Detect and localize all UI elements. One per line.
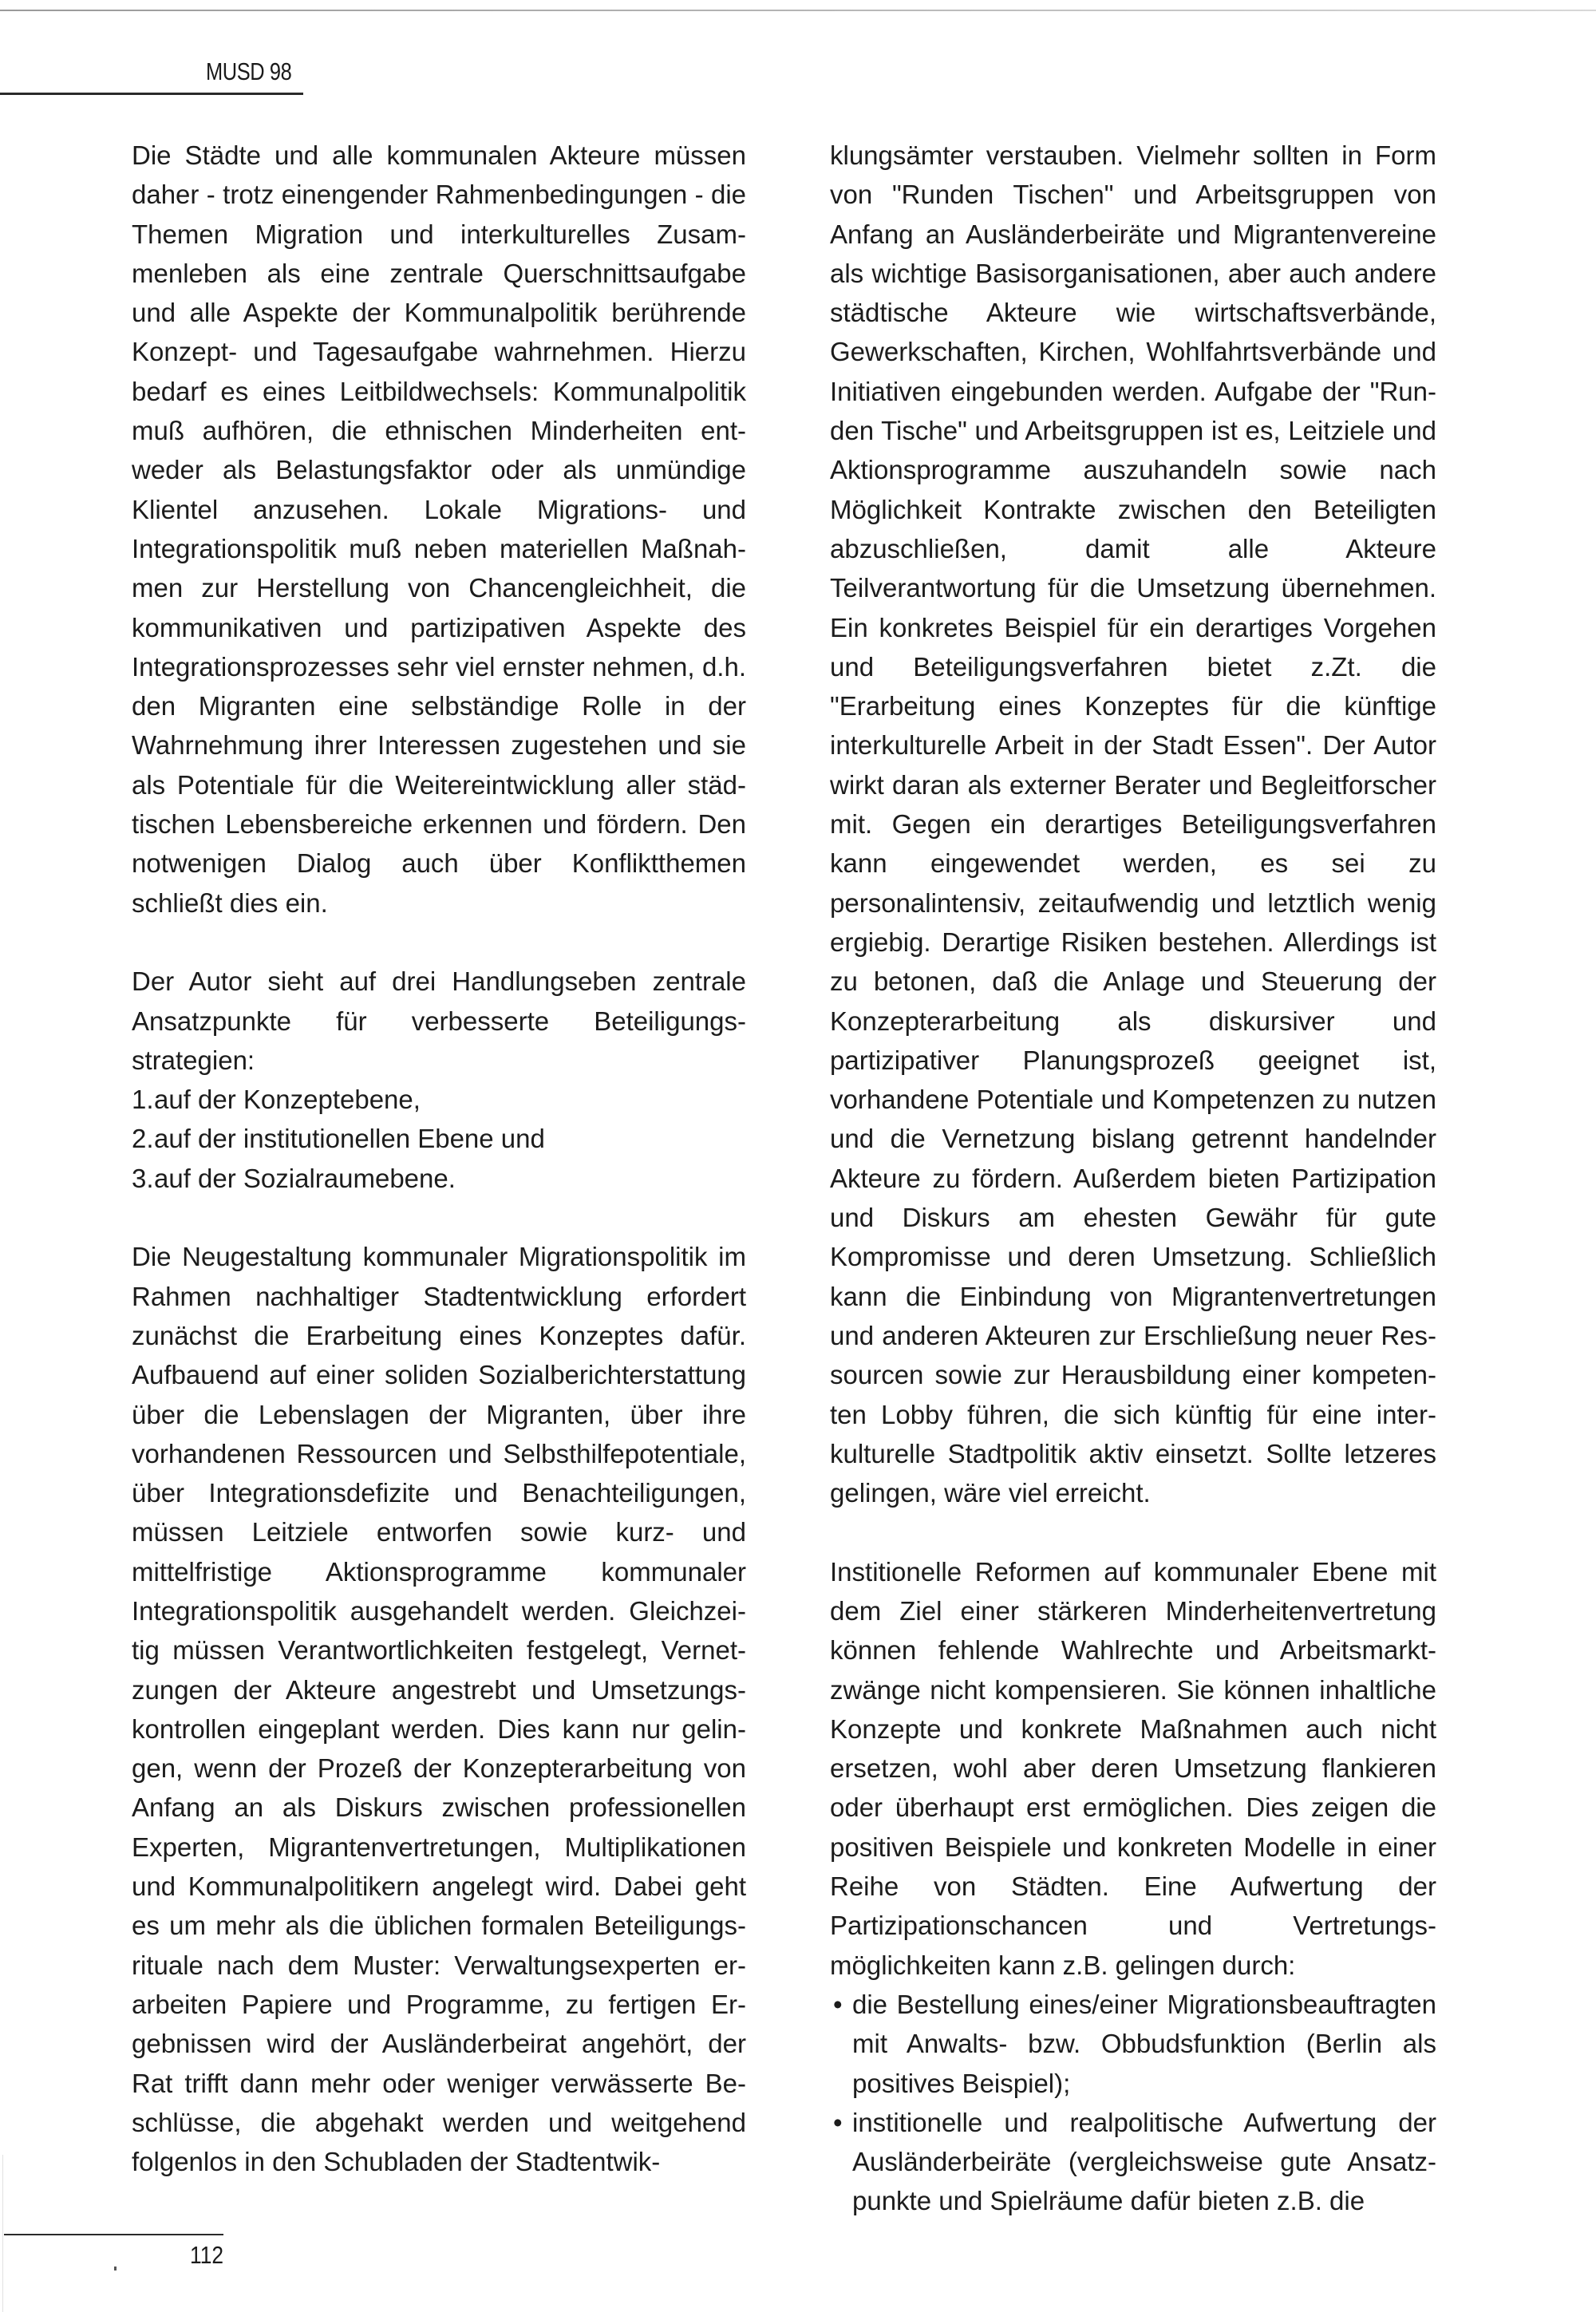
paragraph: Institionelle Reformen auf kommunaler Ebene mit dem Ziel einer stärkeren Minderheitenvertretung können fehlende Wahlrechte und Arbeitsmarktzwänge nicht kompensieren. Sie können inhaltliche Konzepte und konkrete Maßnahmen auch nicht ersetzen, wohl aber deren Umsetzung flankieren oder überhaupt erst ermöglichen. Dies zeigen die positiven Beispiele und konkreten Modelle in einer Reihe von Städten. Eine Aufwertung der Partizipationschancen und Vertretungsmöglichkeiten kann z.B. gelingen durch: — [830, 1556, 1436, 1980]
list-item — [132, 1080, 746, 1119]
list-item — [830, 1985, 1436, 2103]
list-text: auf der Konzeptebene, — [154, 1085, 421, 1115]
list-text: die Bestellung eines/einer Migrationsbeauftragten mit Anwalts- bzw. Obbudsfunktion (Berlin als positives Beispiel); — [852, 1989, 1436, 2098]
page-number: 112 — [190, 2241, 224, 2269]
header-rule — [0, 93, 303, 95]
list-item — [132, 1119, 746, 1158]
paragraph: Die Städte und alle kommunalen Akteure müssen daher - trotz einengender Rahmenbedingungen - die Themen Migration und interkulturelles Zusammenleben als eine zentrale Querschnittsaufgabe und alle Aspekte der Kommunalpolitik berührende Konzept- und Tagesaufgabe wahrnehmen. Hierzu bedarf es eines Leitbildwechsels: Kommunalpolitik muß aufhören, die ethnischen Minderheiten entweder als Belastungsfaktor oder als unmündige Klientel anzusehen. Lokale Migrations- und Integrationspolitik muß neben materiellen Maßnahmen zur Herstellung von Chancengleichheit, die kommunikativen und partizipativen Aspekte des Integrationsprozesses sehr viel ernster nehmen, d.h. den Migranten eine selbständige Rolle in der Wahrnehmung ihrer Interessen zugestehen und sie als Potentiale für die Weitereintwicklung aller städtischen Lebensbereiche erkennen und fördern. Den notwenigen Dialog auch über Konfliktthemen schließt dies ein. — [132, 140, 746, 918]
list-number: 1. — [132, 1085, 154, 1115]
list-number: 3. — [132, 1163, 154, 1193]
numbered-list — [132, 1080, 746, 1198]
paragraph: Der Autor sieht auf drei Handlungseben zentrale Ansatzpunkte für verbesserte Beteiligungsstrategien: — [132, 966, 746, 1075]
paragraph: klungsämter verstauben. Vielmehr sollten in Form von "Runden Tischen" und Arbeitsgruppen von Anfang an Ausländerbeiräte und Migrantenvereine als wichtige Basisorganisationen, aber auch andere städtische Akteure wie wirtschaftsverbände, Gewerkschaften, Kirchen, Wohlfahrtsverbände und Initiativen eingebunden werden. Aufgabe der "Runden Tische" und Arbeitsgruppen ist es, Leitziele und Aktionsprogramme auszuhandeln sowie nach Möglichkeit Kontrakte zwischen den Beteiligten abzuschließen, damit alle Akteure Teilverantwortung für die Umsetzung übernehmen. Ein konkretes Beispiel für ein derartiges Vorgehen und Beteiligungsverfahren bietet z.Zt. die "Erarbeitung eines Konzeptes für die künftige interkulturelle Arbeit in der Stadt Essen". Der Autor wirkt daran als externer Berater und Begleitforscher mit. Gegen ein derartiges Beteiligungsverfahren kann eingewendet werden, es sei zu personalintensiv, zeitaufwendig und letztlich wenig ergiebig. Derartige Risiken bestehen. Allerdings ist zu betonen, daß die Anlage und Steuerung der Konzepterarbeitung als diskursiver und partizipativer Planungsprozeß geeignet ist, vorhandene Potentiale und Kompetenzen zu nutzen und die Vernetzung bislang getrennt handelnder Akteure zu fördern. Außerdem bieten Partizipation und Diskurs am ehesten Gewähr für gute Kompromisse und deren Umsetzung. Schließlich kann die Einbindung von Migrantenvertretungen und anderen Akteuren zur Erschließung neuer Ressourcen sowie zur Herausbildung einer kompetenten Lobby führen, die sich künftig für eine interkulturelle Stadtpolitik aktiv einsetzt. Sollte letzeres gelingen, wäre viel erreicht. — [830, 140, 1436, 1508]
scan-edge-line — [0, 10, 1596, 11]
bullet-list — [830, 1985, 1436, 2221]
right-column — [830, 136, 1436, 2221]
scan-left-edge — [2, 2155, 3, 2312]
footer-rule — [4, 2234, 223, 2235]
paragraph: Die Neugestaltung kommunaler Migrationspolitik im Rahmen nachhaltiger Stadtentwicklung erfordert zunächst die Erarbeitung eines Konzeptes dafür. Aufbauend auf einer soliden Sozialberichterstattung über die Lebenslagen der Migranten, über ihre vorhandenen Ressourcen und Selbsthilfepotentiale, über Integrationsdefizite und Benachteiligungen, müssen Leitziele entworfen sowie kurz- und mittelfristige Aktionsprogramme kommunaler Integrationspolitik ausgehandelt werden. Gleichzeitig müssen Verantwortlichkeiten festgelegt, Vernetzungen der Akteure angestrebt und Umsetzungskontrollen eingeplant werden. Dies kann nur gelingen, wenn der Prozeß der Konzepterarbeitung von Anfang an als Diskurs zwischen professionellen Experten, Migrantenvertretungen, Multiplikationen und Kommunalpolitikern angelegt wird. Dabei geht es um mehr als die üblichen formalen Beteiligungsrituale nach dem Muster: Verwaltungsexperten erarbeiten Papiere und Programme, zu fertigen Ergebnissen wird der Ausländerbeirat angehört, der Rat trifft dann mehr oder weniger verwässerte Beschlüsse, die abgehakt werden und weitgehend folgenlos in den Schubladen der Stadtentwik- — [132, 1242, 746, 2177]
list-item — [830, 2103, 1436, 2221]
running-head: MUSD 98 — [206, 57, 292, 85]
bullet-icon: • — [833, 1989, 843, 2019]
scan-speck — [114, 2267, 117, 2271]
bullet-icon: • — [833, 2107, 843, 2137]
list-number: 2. — [132, 1124, 154, 1154]
list-text: auf der Sozialraumebene. — [154, 1163, 456, 1193]
list-text: auf der institutionellen Ebene und — [154, 1124, 545, 1154]
left-column — [132, 136, 746, 2181]
list-item — [132, 1159, 746, 1198]
list-text: institionelle und realpolitische Aufwertung der Ausländerbeiräte (vergleichsweise gute Ansatzpunkte und Spielräume dafür bieten z.B. die — [852, 2107, 1436, 2216]
